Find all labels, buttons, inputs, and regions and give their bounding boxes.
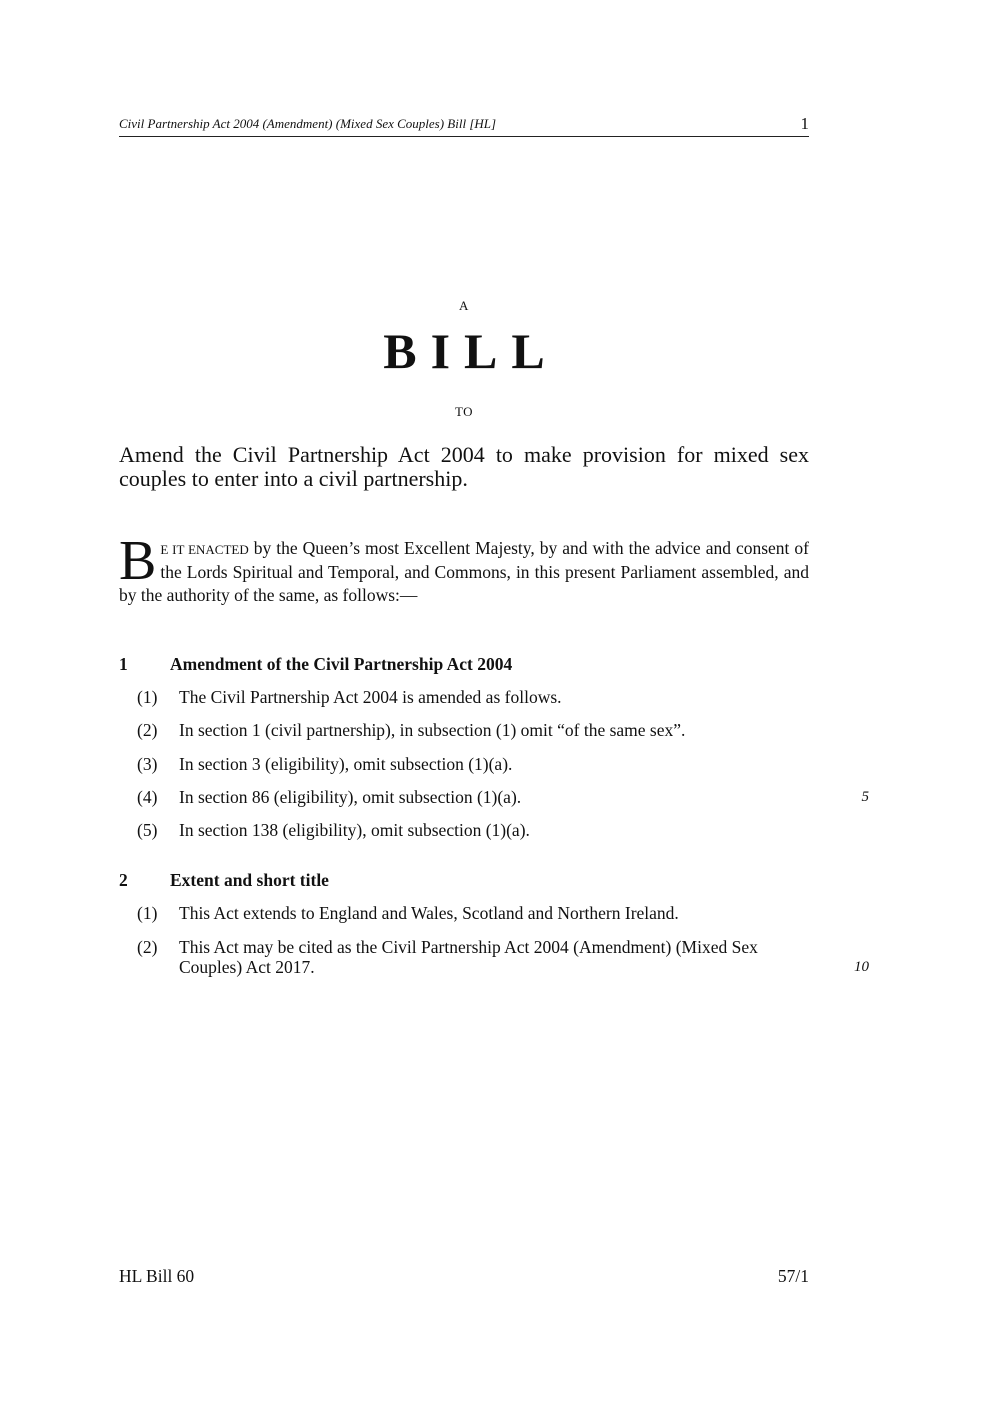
footer-bill-number: HL Bill 60 — [119, 1266, 195, 1286]
subsection — [137, 787, 809, 807]
subsection-text: Amendment of the Civil Partnership Act 2004 — [170, 654, 513, 674]
subsection-number: (1) — [137, 903, 158, 923]
line-number: 5 — [861, 789, 869, 805]
drop-cap: B — [119, 530, 157, 592]
subsection-number: (3) — [137, 754, 158, 774]
subsection-text: In section 3 (eligibility), omit subsection (1)(a). — [179, 754, 513, 774]
subsection-number: 1 — [119, 654, 128, 674]
subsection-text: In section 1 (civil partnership), in subsection (1) omit “of the same sex”. — [179, 720, 686, 740]
running-header — [119, 116, 809, 137]
subsection-text: In section 138 (eligibility), omit subsection (1)(a). — [179, 820, 530, 840]
subsection-number: (4) — [137, 787, 158, 807]
section-heading — [119, 654, 512, 675]
subsection — [137, 820, 809, 840]
subsection-number: 2 — [119, 870, 128, 890]
title-a: A — [459, 298, 469, 313]
subsection-number: (1) — [137, 687, 158, 707]
subsection — [137, 937, 827, 977]
subsection-number: (2) — [137, 937, 158, 957]
subsection-text: The Civil Partnership Act 2004 is amended as follows. — [179, 687, 562, 707]
footer-print-number: 57/1 — [777, 1266, 809, 1286]
subsection-text: Extent and short title — [170, 870, 329, 890]
subsection-text: This Act extends to England and Wales, Scotland and Northern Ireland. — [179, 903, 679, 923]
enacting-smallcaps: E IT ENACTED — [160, 542, 249, 557]
running-title: Civil Partnership Act 2004 (Amendment) (Mixed Sex Couples) Bill [HL] — [119, 116, 497, 131]
long-title: Amend the Civil Partnership Act 2004 to make provision for mixed sex couples to enter into a civil partnership. — [119, 442, 809, 491]
subsection — [137, 903, 809, 923]
subsection — [137, 720, 809, 740]
bill-heading: BILL — [383, 323, 559, 379]
line-number: 10 — [854, 959, 869, 975]
subsection-number: (2) — [137, 720, 158, 740]
page-number: 1 — [800, 114, 809, 133]
subsection-number: (5) — [137, 820, 158, 840]
enacting-text: by the Queen’s most Excellent Majesty, by and with the advice and consent of the Lords Spiritual and Temporal, and Commons, in this present Parliament assembled, and by the authority of the same, as follows:— — [119, 538, 809, 605]
subsection-text: This Act may be cited as the Civil Partnership Act 2004 (Amendment) (Mixed Sex Couples) Act 2017. — [179, 937, 758, 977]
section-heading — [119, 870, 329, 891]
subsection — [137, 754, 809, 774]
subsection-text: In section 86 (eligibility), omit subsection (1)(a). — [179, 787, 522, 807]
enacting-formula — [119, 530, 809, 607]
subsection — [137, 687, 809, 707]
title-to: TO — [454, 404, 474, 419]
